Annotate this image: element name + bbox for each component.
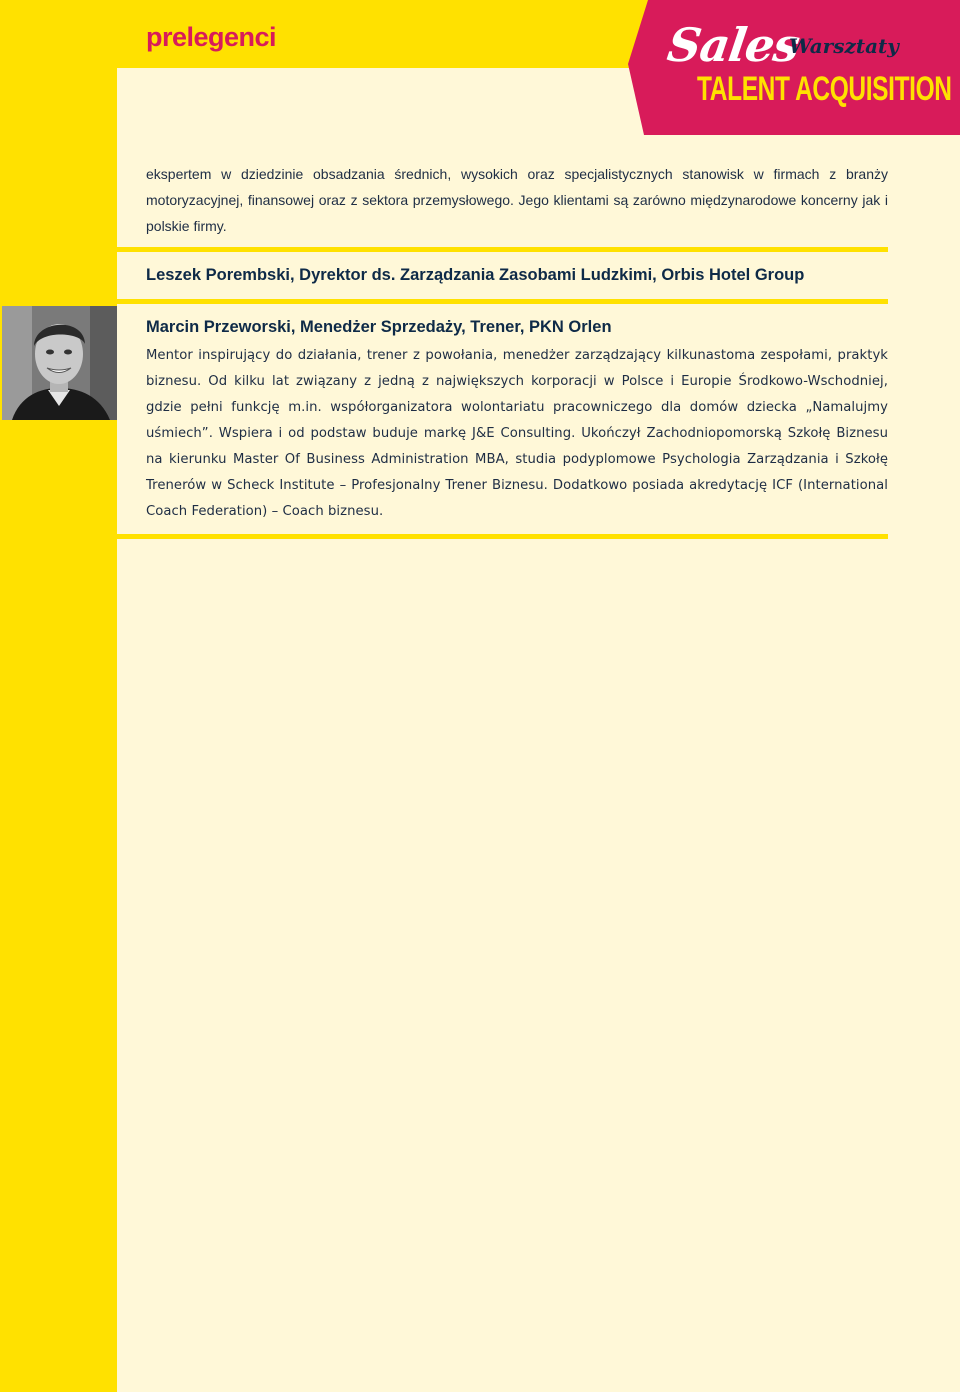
- section-divider: [117, 534, 888, 539]
- portrait-photo-icon: [2, 306, 117, 420]
- speaker-name-porembski: Leszek Porembski, Dyrektor ds. Zarządzania Zasobami Ludzkimi, Orbis Hotel Group: [146, 266, 805, 284]
- logo-main-text: TALENT ACQUISITION: [697, 70, 952, 108]
- speaker-bio-przeworski: Mentor inspirujący do działania, trener z powołania, menedżer zarządzający kilkunastoma zespołami, praktyk biznesu. Od kilku lat związany z jedną z największych korporacji w Polsce i Europie Środkowo-Wschodniej, gdzie pełni funkcję m.in. współorganizatora wolontariatu pracowniczego dla domów dziecka „Namalujmy uśmiech”. Wspiera i od podstaw buduje markę J&E Consulting. Ukończył Zachodniopomorską Szkołę Biznesu na kierunku Master Of Business Administration MBA, studia podyplomowe Psychologia Zarządzania i Szkołę Trenerów w Scheck Institute – Profesjonalny Trener Biznesu. Dodatkowo posiada akredytację ICF (International Coach Federation) – Coach biznesu.: [146, 348, 888, 519]
- speaker-name-przeworski: Marcin Przeworski, Menedżer Sprzedaży, Trener, PKN Orlen: [146, 318, 612, 336]
- section-divider: [117, 247, 888, 252]
- logo-script-word: Sales: [664, 18, 803, 72]
- section-title: prelegenci: [146, 22, 277, 52]
- logo-subtitle: Warsztaty: [789, 34, 899, 58]
- speaker-photo-przeworski: [2, 306, 117, 420]
- intro-paragraph: ekspertem w dziedzinie obsadzania średnich, wysokich oraz specjalistycznych stanowisk w firmach z branży motoryzacyjnej, finansowej oraz z sektora przemysłowego. Jego klientami są zarówno międzynarodowe koncerny jak i polskie firmy.: [146, 166, 888, 234]
- section-divider: [117, 299, 888, 304]
